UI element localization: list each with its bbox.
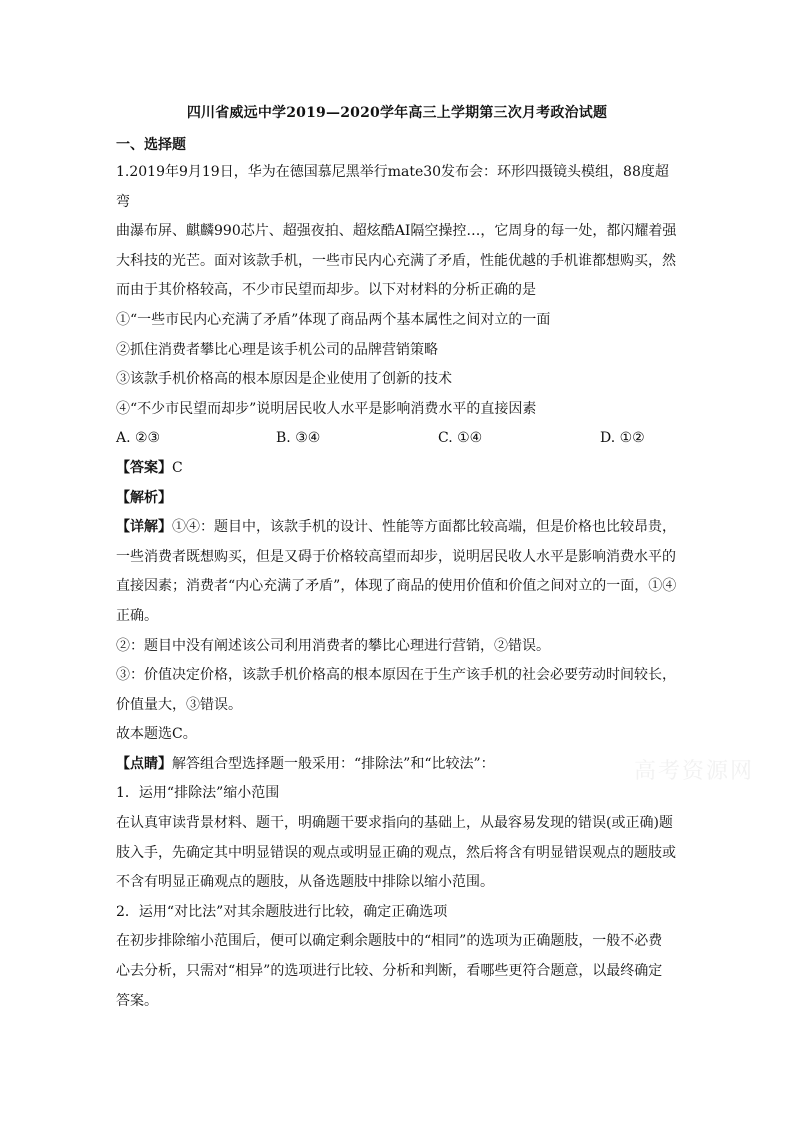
detail-label: 【详解】: [116, 519, 172, 536]
detail-line: 一些消费者既想购买，但是又碍于价格较高望而却步，说明居民收人水平是影响消费水平的: [116, 548, 676, 565]
tip-line: 心去分析，只需对“相异”的选项进行比较、分析和判断，看哪些更符合题意，以最终确定: [116, 963, 663, 980]
option-d: D. ①②: [600, 430, 645, 447]
option-c: C. ①④: [438, 430, 483, 447]
detail-line: 直接因素；消费者“内心充满了矛盾”，体现了商品的使用价值和价值之间对立的一面，①④: [116, 578, 677, 595]
document-body: [116, 158, 680, 1016]
analysis-label: 【解析】: [116, 489, 172, 506]
statement-3: ③该款手机价格高的根本原因是企业使用了创新的技术: [116, 371, 452, 388]
question-stem-line: 大科技的光芒。面对该款手机，一些市民内心充满了矛盾，性能优越的手机谁都想购买，然: [116, 252, 676, 269]
tip-line: 2．运用“对比法”对其余题肢进行比较，确定正确选项: [116, 903, 448, 920]
tip-line: 答案。: [116, 992, 158, 1009]
detail-line: ③：价值决定价格，该款手机价格高的根本原因在于生产该手机的社会必要劳动时间较长，: [116, 667, 676, 684]
detail-line: 故本题选C。: [116, 726, 197, 743]
statement-2: ②抓住消费者攀比心理是该手机公司的品牌营销策略: [116, 341, 438, 358]
tip-line: 在认真审读背景材料、题干，明确题干要求指向的基础上，从最容易发现的错误(或正确)题: [116, 815, 673, 832]
tip-line: 1．运用“排除法”缩小范围: [116, 785, 280, 802]
detail-line: 正确。: [116, 607, 158, 624]
answer-options: [116, 424, 680, 454]
question-stem-line: 而由于其价格较高，不少市民望而却步。以下对材料的分析正确的是: [116, 282, 536, 299]
answer-line: [116, 454, 680, 484]
detail-line: ②：题目中没有阐述该公司利用消费者的攀比心理进行营销，②错误。: [116, 637, 550, 654]
section-heading: 一、选择题: [116, 137, 186, 153]
document-title: 四川省威远中学2019—2020学年高三上学期第三次月考政治试题: [186, 105, 608, 121]
detail-line: 价值量大，③错误。: [116, 696, 242, 713]
answer-label: 【答案】: [116, 459, 172, 476]
detail-line: 【详解】①④：题目中，该款手机的设计、性能等方面都比较高端，但是价格也比较昂贵，: [116, 519, 676, 536]
statement-4: ④“不少市民望而却步”说明居民收人水平是影响消费水平的直接因素: [116, 400, 537, 417]
statement-1: ①“一些市民内心充满了矛盾”体现了商品两个基本属性之间对立的一面: [116, 311, 551, 328]
option-a: A. ②③: [116, 430, 161, 447]
tip-label: 【点睛】: [116, 755, 172, 772]
question-stem-line: 曲瀑布屏、麒麟990芯片、超强夜拍、超炫酷AI隔空操控…，它周身的每一处，都闪耀着强: [116, 223, 677, 240]
tip-line: 【点睛】解答组合型选择题一般采用：“排除法”和“比较法”：: [116, 755, 495, 772]
option-b: B. ③④: [276, 430, 321, 447]
watermark: 高考资源网: [634, 759, 755, 784]
tip-line: 不含有明显正确观点的题肢，从备选题肢中排除以缩小范围。: [116, 874, 494, 891]
answer-value: C: [172, 459, 183, 476]
tip-line: 在初步排除缩小范围后，便可以确定剩余题肢中的“相同”的选项为正确题肢，一般不必费: [116, 933, 663, 950]
question-stem-line: 1.2019年9月19日，华为在德国慕尼黑举行mate30发布会：环形四摄镜头模组，88度超弯: [116, 164, 669, 210]
tip-line: 肢入手，先确定其中明显错误的观点或明显正确的观点，然后将含有明显错误观点的题肢或: [116, 844, 676, 861]
